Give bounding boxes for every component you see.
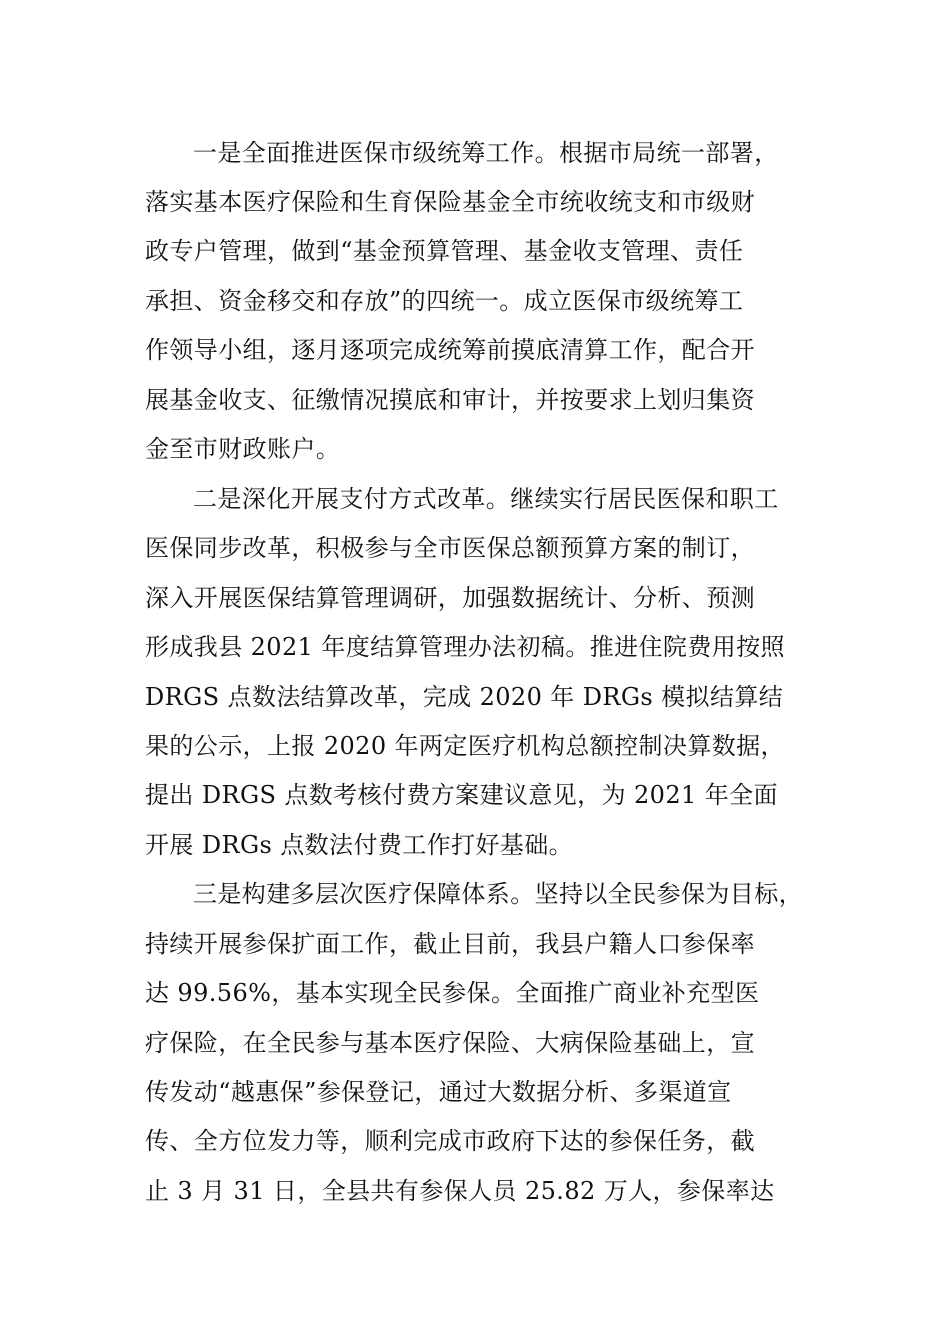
paragraph-1-line-3: 政专户管理，做到“基金预算管理、基金收支管理、责任 (145, 237, 744, 265)
paragraph-1-line-2: 落实基本医疗保险和生育保险基金全市统收统支和市级财 (145, 188, 755, 216)
paragraph-2-line-3: 深入开展医保结算管理调研，加强数据统计、分析、预测 (145, 584, 755, 612)
paragraph-1-line-7: 金至市财政账户。 (145, 435, 341, 463)
paragraph-3-line-2: 持续开展参保扩面工作，截止目前，我县户籍人口参保率 (145, 930, 755, 958)
paragraph-3-line-5: 传发动“越惠保”参保登记，通过大数据分析、多渠道宣 (145, 1078, 732, 1106)
paragraph-2-line-1: 二是深化开展支付方式改革。继续实行居民医保和职工 (193, 485, 779, 513)
paragraph-3-line-3: 达 99.56%，基本实现全民参保。全面推广商业补充型医 (145, 979, 760, 1007)
paragraph-2-line-8: 开展 DRGs 点数法付费工作打好基础。 (145, 831, 574, 859)
paragraph-3-line-1: 三是构建多层次医疗保障体系。坚持以全民参保为目标， (193, 880, 803, 908)
paragraph-2-line-4: 形成我县 2021 年度结算管理办法初稿。推进住院费用按照 (145, 633, 785, 661)
paragraph-2-line-2: 医保同步改革，积极参与全市医保总额预算方案的制订， (145, 534, 755, 562)
paragraph-2-line-6: 果的公示，上报 2020 年两定医疗机构总额控制决算数据， (145, 732, 785, 760)
paragraph-3-line-7: 止 3 月 31 日，全县共有参保人员 25.82 万人，参保率达 (145, 1177, 775, 1205)
paragraph-3-line-6: 传、全方位发力等，顺利完成市政府下达的参保任务，截 (145, 1127, 755, 1155)
paragraph-1-line-5: 作领导小组，逐月逐项完成统筹前摸底清算工作，配合开 (145, 336, 755, 364)
paragraph-2-line-7: 提出 DRGS 点数考核付费方案建议意见，为 2021 年全面 (145, 781, 778, 809)
paragraph-1-line-6: 展基金收支、征缴情况摸底和审计，并按要求上划归集资 (145, 386, 755, 414)
paragraph-1-line-4: 承担、资金移交和存放”的四统一。成立医保市级统筹工 (145, 287, 744, 315)
paragraph-3-line-4: 疗保险，在全民参与基本医疗保险、大病保险基础上，宣 (145, 1029, 755, 1057)
paragraph-2-line-5: DRGS 点数法结算改革，完成 2020 年 DRGs 模拟结算结 (145, 683, 784, 711)
paragraph-1-line-1: 一是全面推进医保市级统筹工作。根据市局统一部署， (193, 139, 779, 167)
